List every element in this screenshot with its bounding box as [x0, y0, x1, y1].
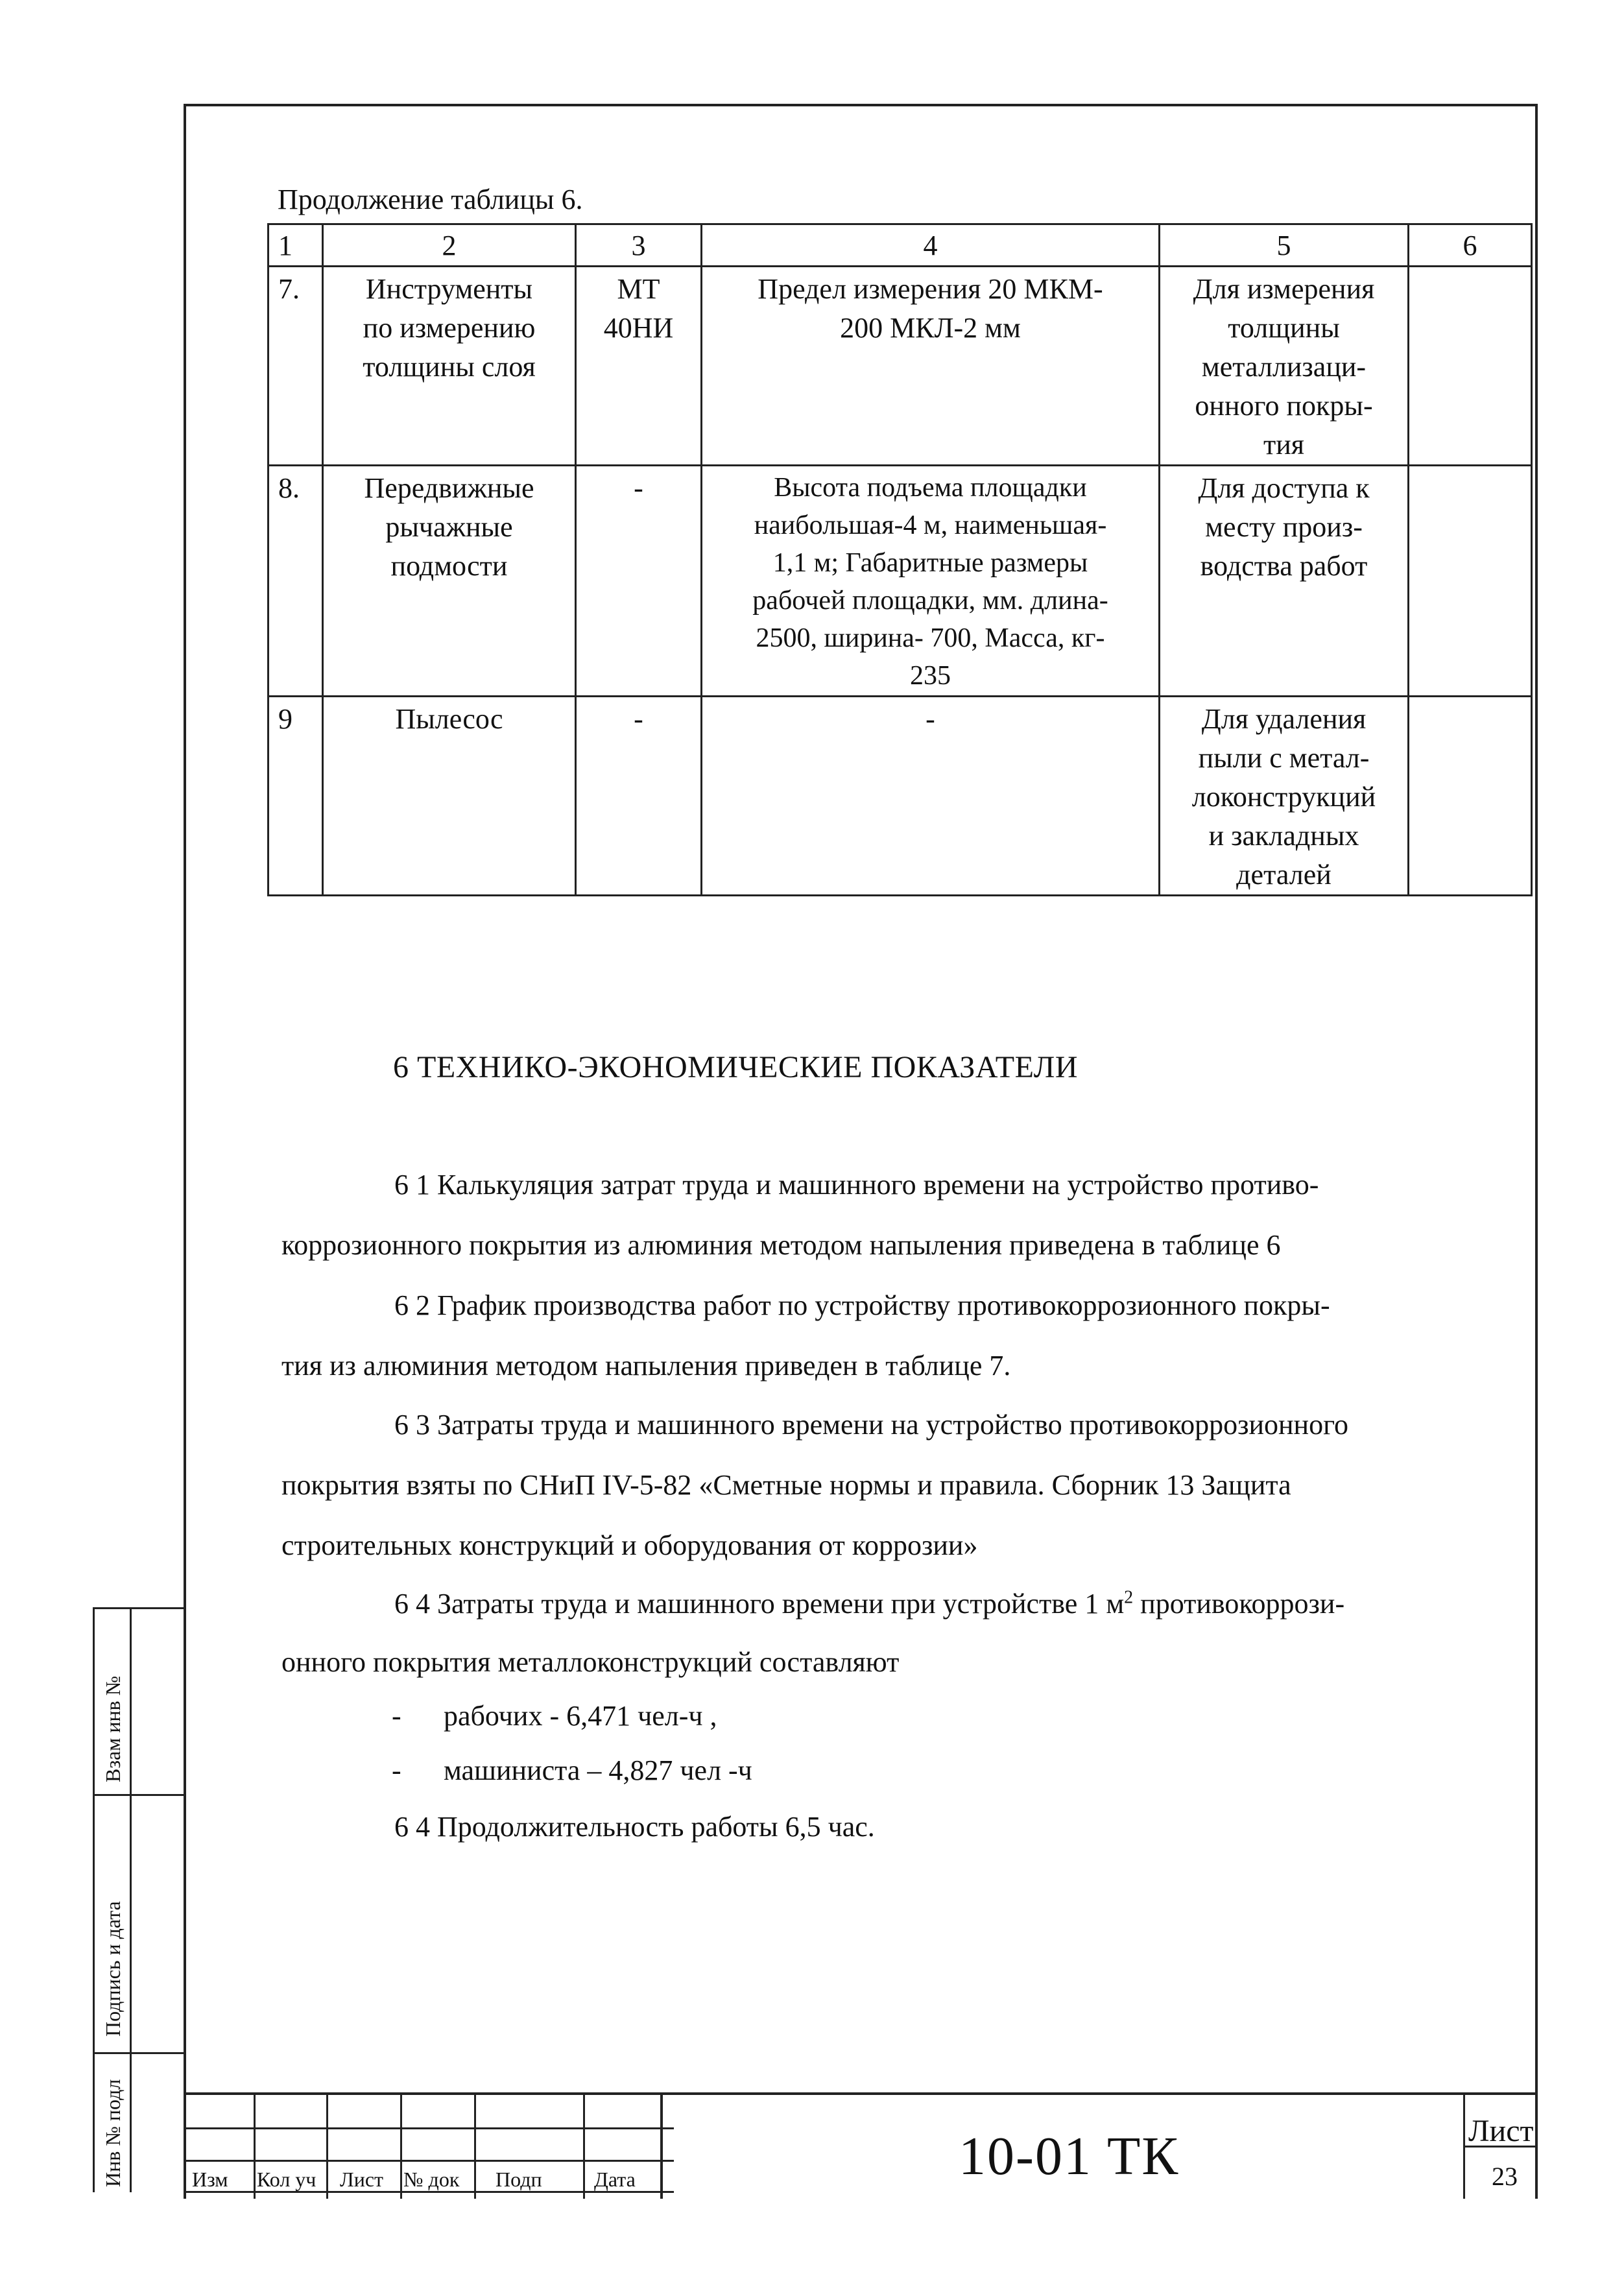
divider — [184, 2160, 674, 2162]
text-line: Для измерения — [1193, 273, 1375, 305]
item-qty — [1409, 466, 1532, 697]
text-line: тия — [1263, 429, 1304, 461]
text-line: Для удаления — [1201, 703, 1367, 735]
text-line: тия из алюминия методом напыления приведен в таблице 7. — [281, 1350, 1011, 1382]
text-line: - — [634, 472, 643, 504]
text-line: и закладных — [1208, 820, 1359, 852]
text-line: металлизаци- — [1201, 351, 1367, 383]
item-name — [323, 466, 576, 697]
paragraph-6-4 — [281, 1575, 1501, 1692]
header-cell: 6 — [1409, 224, 1532, 267]
divider — [184, 2092, 1538, 2095]
equipment-table — [267, 223, 1533, 896]
divider — [93, 2052, 184, 2054]
divider — [93, 1607, 95, 2192]
text-line: 6 1 Калькуляция затрат труда и машинного времени на устройство противо- — [394, 1169, 1319, 1201]
item-brand — [576, 697, 702, 896]
text-line: рабочей площадки, мм. длина- — [752, 586, 1108, 616]
text-line: МТ — [617, 273, 660, 305]
item-spec — [702, 466, 1160, 697]
header-cell: 2 — [323, 224, 576, 267]
text-line: 6 4 Продолжительность работы 6,5 час. — [394, 1811, 875, 1843]
item-qty — [1409, 267, 1532, 466]
text-part: противокоррози- — [1133, 1588, 1345, 1620]
text-line: строительных конструкций и оборудования от коррозии» — [281, 1529, 978, 1561]
item-purpose — [1160, 267, 1409, 466]
text-line: 2500, ширина- 700, Масса, кг- — [756, 623, 1105, 653]
text-line: месту произ- — [1205, 511, 1363, 543]
item-qty — [1409, 697, 1532, 896]
col-label: Изм — [192, 2168, 228, 2191]
col-label: Дата — [594, 2168, 636, 2191]
table-caption: Продолжение таблицы 6. — [278, 184, 583, 215]
divider — [93, 1607, 184, 1609]
row-number: 7. — [269, 267, 323, 466]
text-line: коррозионного покрытия из алюминия методом напыления приведена в таблице 6 — [281, 1229, 1281, 1261]
divider — [400, 2092, 402, 2199]
text-line: по измерению — [363, 312, 536, 344]
text-line: Высота подъема площадки — [774, 473, 1087, 503]
table-row — [269, 466, 1532, 697]
item-spec — [702, 697, 1160, 896]
text-line — [281, 1575, 1501, 1633]
col-label: № док — [403, 2168, 460, 2191]
item-name — [323, 267, 576, 466]
paragraph-6-1 — [281, 1154, 1501, 1275]
document-code: 10-01 ТК — [959, 2126, 1180, 2186]
text-line: Инструменты — [365, 273, 533, 305]
divider — [583, 2092, 585, 2199]
text-line: Предел измерения 20 МКМ- — [758, 273, 1103, 305]
text-line: 40НИ — [603, 312, 674, 344]
section-title: 6 ТЕХНИКО-ЭКОНОМИЧЕСКИЕ ПОКАЗАТЕЛИ — [393, 1050, 1079, 1084]
text-line: - — [634, 703, 643, 735]
text-line: Пылесос — [395, 703, 503, 735]
strip-label-inv-zam: Взам инв № — [101, 1675, 125, 1782]
divider — [93, 1794, 184, 1796]
header-cell: 4 — [702, 224, 1160, 267]
header-cell: 3 — [576, 224, 702, 267]
text-line: рычажные — [385, 511, 513, 543]
superscript: 2 — [1124, 1587, 1134, 1608]
sheet-label: Лист — [1468, 2114, 1534, 2148]
paragraph-duration — [281, 1797, 1501, 1857]
bullet-text: рабочих - 6,471 чел-ч , — [444, 1700, 717, 1732]
row-number: 8. — [269, 466, 323, 697]
item-brand — [576, 267, 702, 466]
text-line: - — [925, 703, 935, 735]
strip-label-sign-date: Подпись и дата — [101, 1901, 125, 2037]
bullet-operator — [392, 1751, 752, 1790]
text-line: 200 МКЛ-2 мм — [840, 312, 1021, 344]
table-row — [269, 267, 1532, 466]
divider — [326, 2092, 328, 2199]
text-line: 235 — [910, 661, 951, 691]
col-label: Подп — [496, 2168, 542, 2191]
bullet-dash: - — [392, 1754, 401, 1786]
sheet-number: 23 — [1492, 2162, 1518, 2191]
text-line: 6 2 График производства работ по устройству противокоррозионного покры- — [394, 1289, 1330, 1321]
header-cell: 1 — [269, 224, 323, 267]
divider — [130, 1607, 132, 2192]
table-row — [269, 697, 1532, 896]
text-line: онного покрытия металлоконструкций составляют — [281, 1646, 900, 1678]
text-line: подмости — [390, 550, 508, 582]
divider — [254, 2092, 256, 2199]
item-name — [323, 697, 576, 896]
text-line: локонструкций — [1191, 781, 1376, 813]
table-header-row — [269, 224, 1532, 267]
text-line: 6 3 Затраты труда и машинного времени на устройство противокоррозионного — [394, 1409, 1349, 1441]
paragraph-6-2 — [281, 1275, 1501, 1396]
text-line: деталей — [1236, 859, 1331, 891]
text-line: Передвижные — [364, 472, 534, 504]
text-line: покрытия взяты по СНиП IV-5-82 «Сметные нормы и правила. Сборник 13 Защита — [281, 1469, 1291, 1501]
divider — [184, 2127, 674, 2129]
item-spec — [702, 267, 1160, 466]
col-label: Кол уч — [257, 2168, 316, 2191]
bullet-workers — [392, 1697, 717, 1736]
text-line: пыли с метал- — [1198, 742, 1370, 774]
text-line: Для доступа к — [1198, 472, 1370, 504]
divider — [660, 2092, 663, 2199]
divider — [474, 2092, 476, 2199]
text-line: толщины слоя — [363, 351, 536, 383]
text-part: 6 4 Затраты труда и машинного времени при устройстве 1 м — [394, 1588, 1125, 1620]
bullet-dash: - — [392, 1700, 401, 1732]
item-purpose — [1160, 697, 1409, 896]
item-purpose — [1160, 466, 1409, 697]
text-line: толщины — [1228, 312, 1340, 344]
text-line: водства работ — [1200, 550, 1368, 582]
header-cell: 5 — [1160, 224, 1409, 267]
item-brand — [576, 466, 702, 697]
row-number: 9 — [269, 697, 323, 896]
text-line: 1,1 м; Габаритные размеры — [772, 548, 1088, 578]
text-line: онного покры- — [1195, 390, 1373, 422]
col-label: Лист — [340, 2168, 384, 2191]
strip-label-inv-podl: Инв № подл — [101, 2079, 125, 2187]
text-line: наибольшая-4 м, наименьшая- — [754, 510, 1107, 540]
bullet-text: машиниста – 4,827 чел -ч — [444, 1754, 752, 1786]
paragraph-6-3 — [281, 1394, 1501, 1575]
